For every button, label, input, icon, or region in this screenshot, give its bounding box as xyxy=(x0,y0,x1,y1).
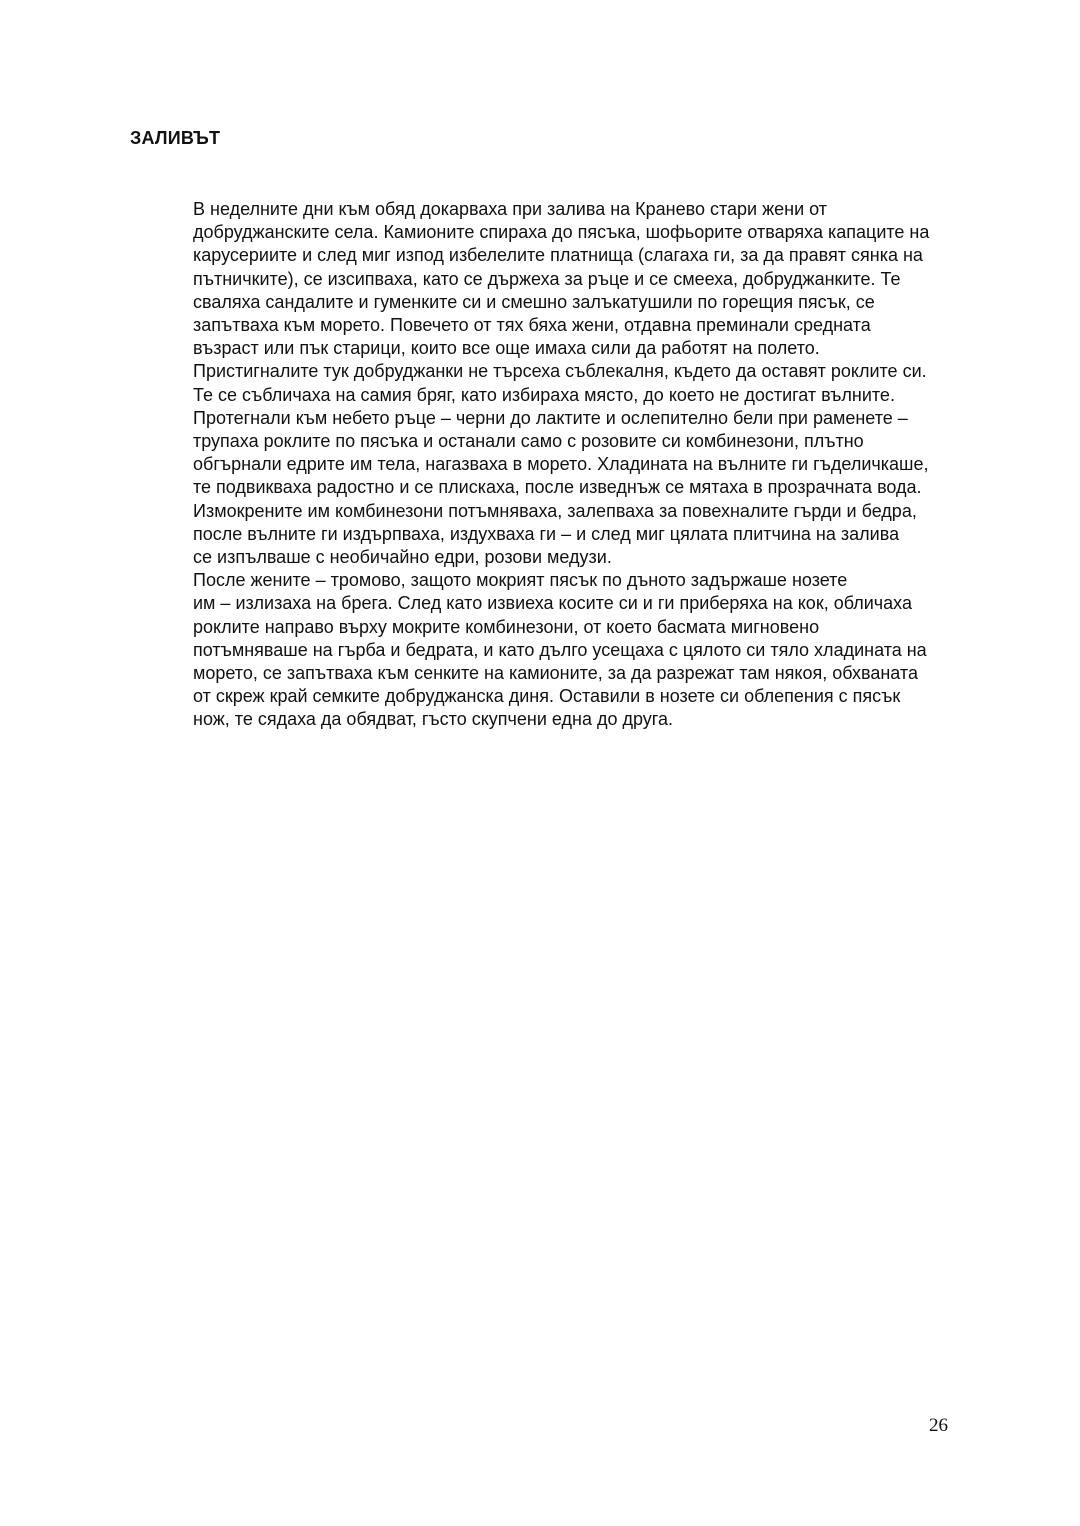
text-line: Протегнали към небето ръце – черни до лактите и ослепително бели при раменете – xyxy=(193,407,908,428)
text-line: Те се събличаха на самия бряг, като избираха място, до което не достигат вълните. xyxy=(193,384,895,405)
page-number: 26 xyxy=(929,1415,948,1436)
text-line: се изпълваше с необичайно едри, розови медузи. xyxy=(193,547,612,568)
text-line: Измокрените им комбинезони потъмняваха, залепваха за повехналите гърди и бедра, xyxy=(193,500,917,521)
text-line: карусериите и след миг изпод избелелите платнища (слагаха ги, за да правят сянка на xyxy=(193,245,923,266)
text-line: Пристигналите тук добруджанки не търсеха съблекалня, където да оставят роклите си. xyxy=(193,361,927,382)
text-line: сваляха сандалите и гуменките си и смешно залъкатушили по горещия пясък, се xyxy=(193,291,875,312)
text-line: от скреж край семките добруджанска диня. Оставили в нозете си облепения с пясък xyxy=(193,686,901,707)
text-line: запътваха към морето. Повечето от тях бяха жени, отдавна преминали средната xyxy=(193,315,871,336)
text-line: им – излизаха на брега. След като извиеха косите си и ги приберяха на кок, обличаха xyxy=(193,593,912,614)
text-line: после вълните ги издърпваха, издухваха ги – и след миг цялата плитчина на залива xyxy=(193,523,900,544)
text-line: възраст или пък старици, които все още имаха сили да работят на полето. xyxy=(193,338,820,359)
text-line: обгърнали едрите им тела, нагазваха в морето. Хладината на вълните ги гъделичкаше, xyxy=(193,454,929,475)
text-line: добруджанските села. Камионите спираха до пясъка, шофьорите отваряха капаците на xyxy=(193,222,930,243)
text-line: В неделните дни към обяд докарваха при залива на Кранево стари жени от xyxy=(193,199,828,219)
text-line: роклите направо върху мокрите комбинезони, от което басмата мигновено xyxy=(193,616,820,637)
chapter-title: ЗАЛИВЪТ xyxy=(130,128,221,148)
body-text xyxy=(130,198,960,732)
text-line: морето, се запътваха към сенките на камионите, за да разрежат там някоя, обхваната xyxy=(193,663,918,684)
text-line: нож, те сядаха да обядват, гъсто скупчени една до друга. xyxy=(193,709,673,730)
text-line: После жените – тромово, защото мокрият пясък по дъното задържаше нозете xyxy=(193,570,848,591)
text-line: потъмняваше на гърба и бедрата, и като дълго усещаха с цялото си тяло хладината на xyxy=(193,639,927,660)
text-line: те подвикваха радостно и се плискаха, после изведнъж се мятаха в прозрачната вода. xyxy=(193,477,922,498)
text-line: пътничките), се изсипваха, като се държеха за ръце и се смееха, добруджанките. Те xyxy=(193,268,901,289)
paragraph xyxy=(130,569,960,731)
text-line: трупаха роклите по пясъка и останали само с розовите си комбинезони, плътно xyxy=(193,431,864,452)
paragraph xyxy=(130,198,960,569)
